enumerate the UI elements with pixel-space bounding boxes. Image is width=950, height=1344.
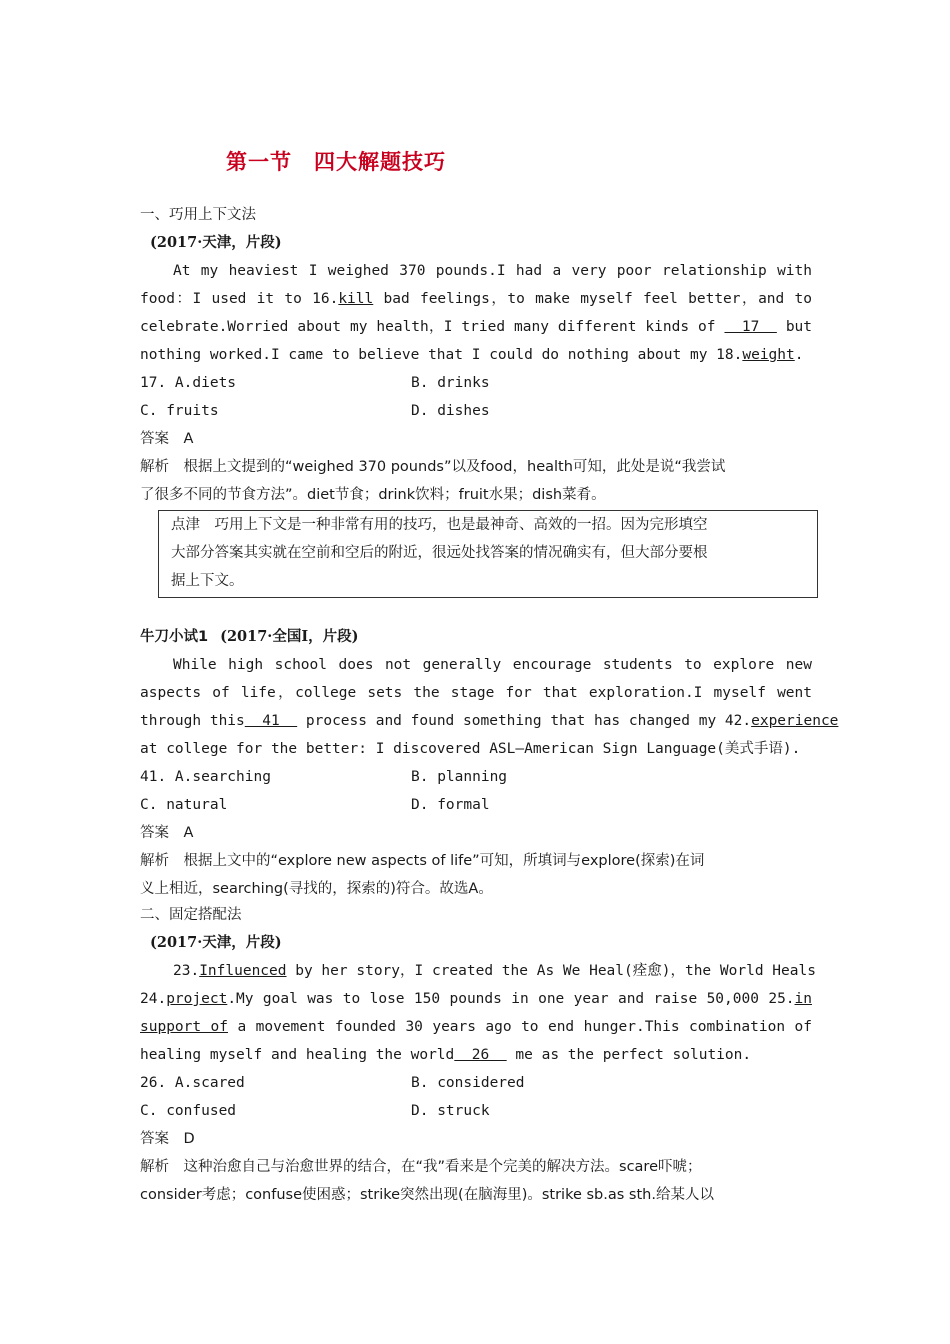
tip-line1: 点津 巧用上下文是一种非常有用的技巧，也是最神奇、高效的一招。因为完形填空 — [171, 517, 708, 533]
underlined-answer: weight — [742, 347, 795, 363]
section1-passage-line1: At my heaviest I weighed 370 pounds.I had a very poor relationship with — [173, 263, 812, 279]
underlined-answer: support of — [140, 1019, 229, 1035]
section1-options-row2 — [140, 397, 812, 425]
blank-26: 26 — [454, 1047, 507, 1063]
section2-passage-line3: support of a movement founded 30 years ago to end hunger.This combination of — [140, 1019, 812, 1035]
practice1-answer: 答案 A — [140, 825, 194, 841]
section1-passage-line4: nothing worked.I came to believe that I could do nothing about my 18.weight. — [140, 347, 804, 363]
practice1-passage-line4: at college for the better: I discovered ASL—American Sign Language(美式手语). — [140, 741, 801, 757]
section1-passage-line3: celebrate.Worried about my health，I tried many different kinds of 17 but — [140, 313, 812, 341]
underlined-answer: in — [794, 991, 812, 1007]
section1-answer: 答案 A — [140, 431, 194, 447]
title-part2: 四大解题技巧 — [314, 150, 446, 174]
title-part1: 第一节 — [226, 150, 292, 174]
underlined-answer: experience — [751, 713, 839, 729]
section1-source: (2017·天津，片段) — [150, 234, 282, 251]
option-d: D. formal — [411, 797, 490, 813]
practice1-label: 牛刀小试1 — [140, 629, 209, 645]
practice1-header — [140, 623, 812, 651]
section1-passage-line2: food：I used it to 16.kill bad feelings，to make myself feel better，and to — [140, 291, 812, 307]
section2-options-row1 — [140, 1069, 812, 1097]
practice1-options-row2 — [140, 791, 812, 819]
tip-line3: 据上下文。 — [171, 573, 244, 589]
section2-analysis-line2: consider考虑；confuse使困惑；strike突然出现(在脑海里)。strike sb.as sth.给某人以 — [140, 1187, 714, 1203]
section2-options-row2 — [140, 1097, 812, 1125]
underlined-answer: kill — [338, 291, 374, 307]
option-b: B. considered — [411, 1075, 525, 1091]
option-c: C. confused — [140, 1103, 237, 1119]
section2-heading: 二、固定搭配法 — [140, 907, 242, 923]
option-c: C. natural — [140, 797, 228, 813]
practice1-analysis-line1: 解析 根据上文中的“explore new aspects of life”可知，所填词与explore(探索)在词 — [140, 853, 705, 869]
section2-analysis-line1: 解析 这种治愈自己与治愈世界的结合，在“我”看来是个完美的解决方法。scare吓唬； — [140, 1159, 702, 1175]
option-a: 26. A.scared — [140, 1075, 245, 1091]
section2-answer: 答案 D — [140, 1131, 195, 1147]
section2-passage-line4: healing myself and healing the world 26 me as the perfect solution. — [140, 1041, 812, 1069]
section2-passage-line2: 24.project.My goal was to lose 150 pounds in one year and raise 50,000 25.in — [140, 991, 812, 1007]
option-d: D. struck — [411, 1103, 490, 1119]
section1-options-row1 — [140, 369, 812, 397]
blank-41: 41 — [244, 713, 298, 729]
blank-17: 17 — [724, 319, 777, 335]
section1-analysis-line1: 解析 根据上文提到的“weighed 370 pounds”以及food，health可知，此处是说“我尝试 — [140, 459, 726, 475]
option-c: C. fruits — [140, 403, 219, 419]
practice1-source: (2017·全国Ⅰ，片段) — [220, 628, 359, 645]
option-a: 41. A.searching — [140, 769, 271, 785]
section1-heading: 一、巧用上下文法 — [140, 207, 256, 223]
underlined-answer: Influenced — [199, 963, 287, 979]
option-d: D. dishes — [411, 403, 490, 419]
section2-passage-line1: 23.Influenced by her story，I created the As We Heal(痊愈)，the World Heals — [173, 963, 816, 979]
section2-source: (2017·天津，片段) — [150, 934, 282, 951]
practice1-analysis-line2: 义上相近，searching(寻找的，探索的)符合。故选A。 — [140, 881, 493, 897]
tip-box — [158, 510, 818, 598]
option-a: 17. A.diets — [140, 375, 237, 391]
practice1-passage-line3: through this 41 process and found something that has changed my 42.experience — [140, 707, 812, 735]
section1-analysis-line2: 了很多不同的节食方法”。diet节食；drink饮料；fruit水果；dish菜肴。 — [140, 487, 606, 503]
tip-line2: 大部分答案其实就在空前和空后的附近，很远处找答案的情况确实有，但大部分要根 — [171, 545, 708, 561]
practice1-passage-line1: While high school does not generally encourage students to explore new — [173, 657, 812, 673]
option-b: B. planning — [411, 769, 508, 785]
page-title — [0, 146, 672, 176]
option-b: B. drinks — [411, 375, 490, 391]
practice1-options-row1 — [140, 763, 812, 791]
practice1-passage-line2: aspects of life，college sets the stage for that exploration.I myself went — [140, 685, 812, 701]
underlined-answer: project — [166, 991, 228, 1007]
